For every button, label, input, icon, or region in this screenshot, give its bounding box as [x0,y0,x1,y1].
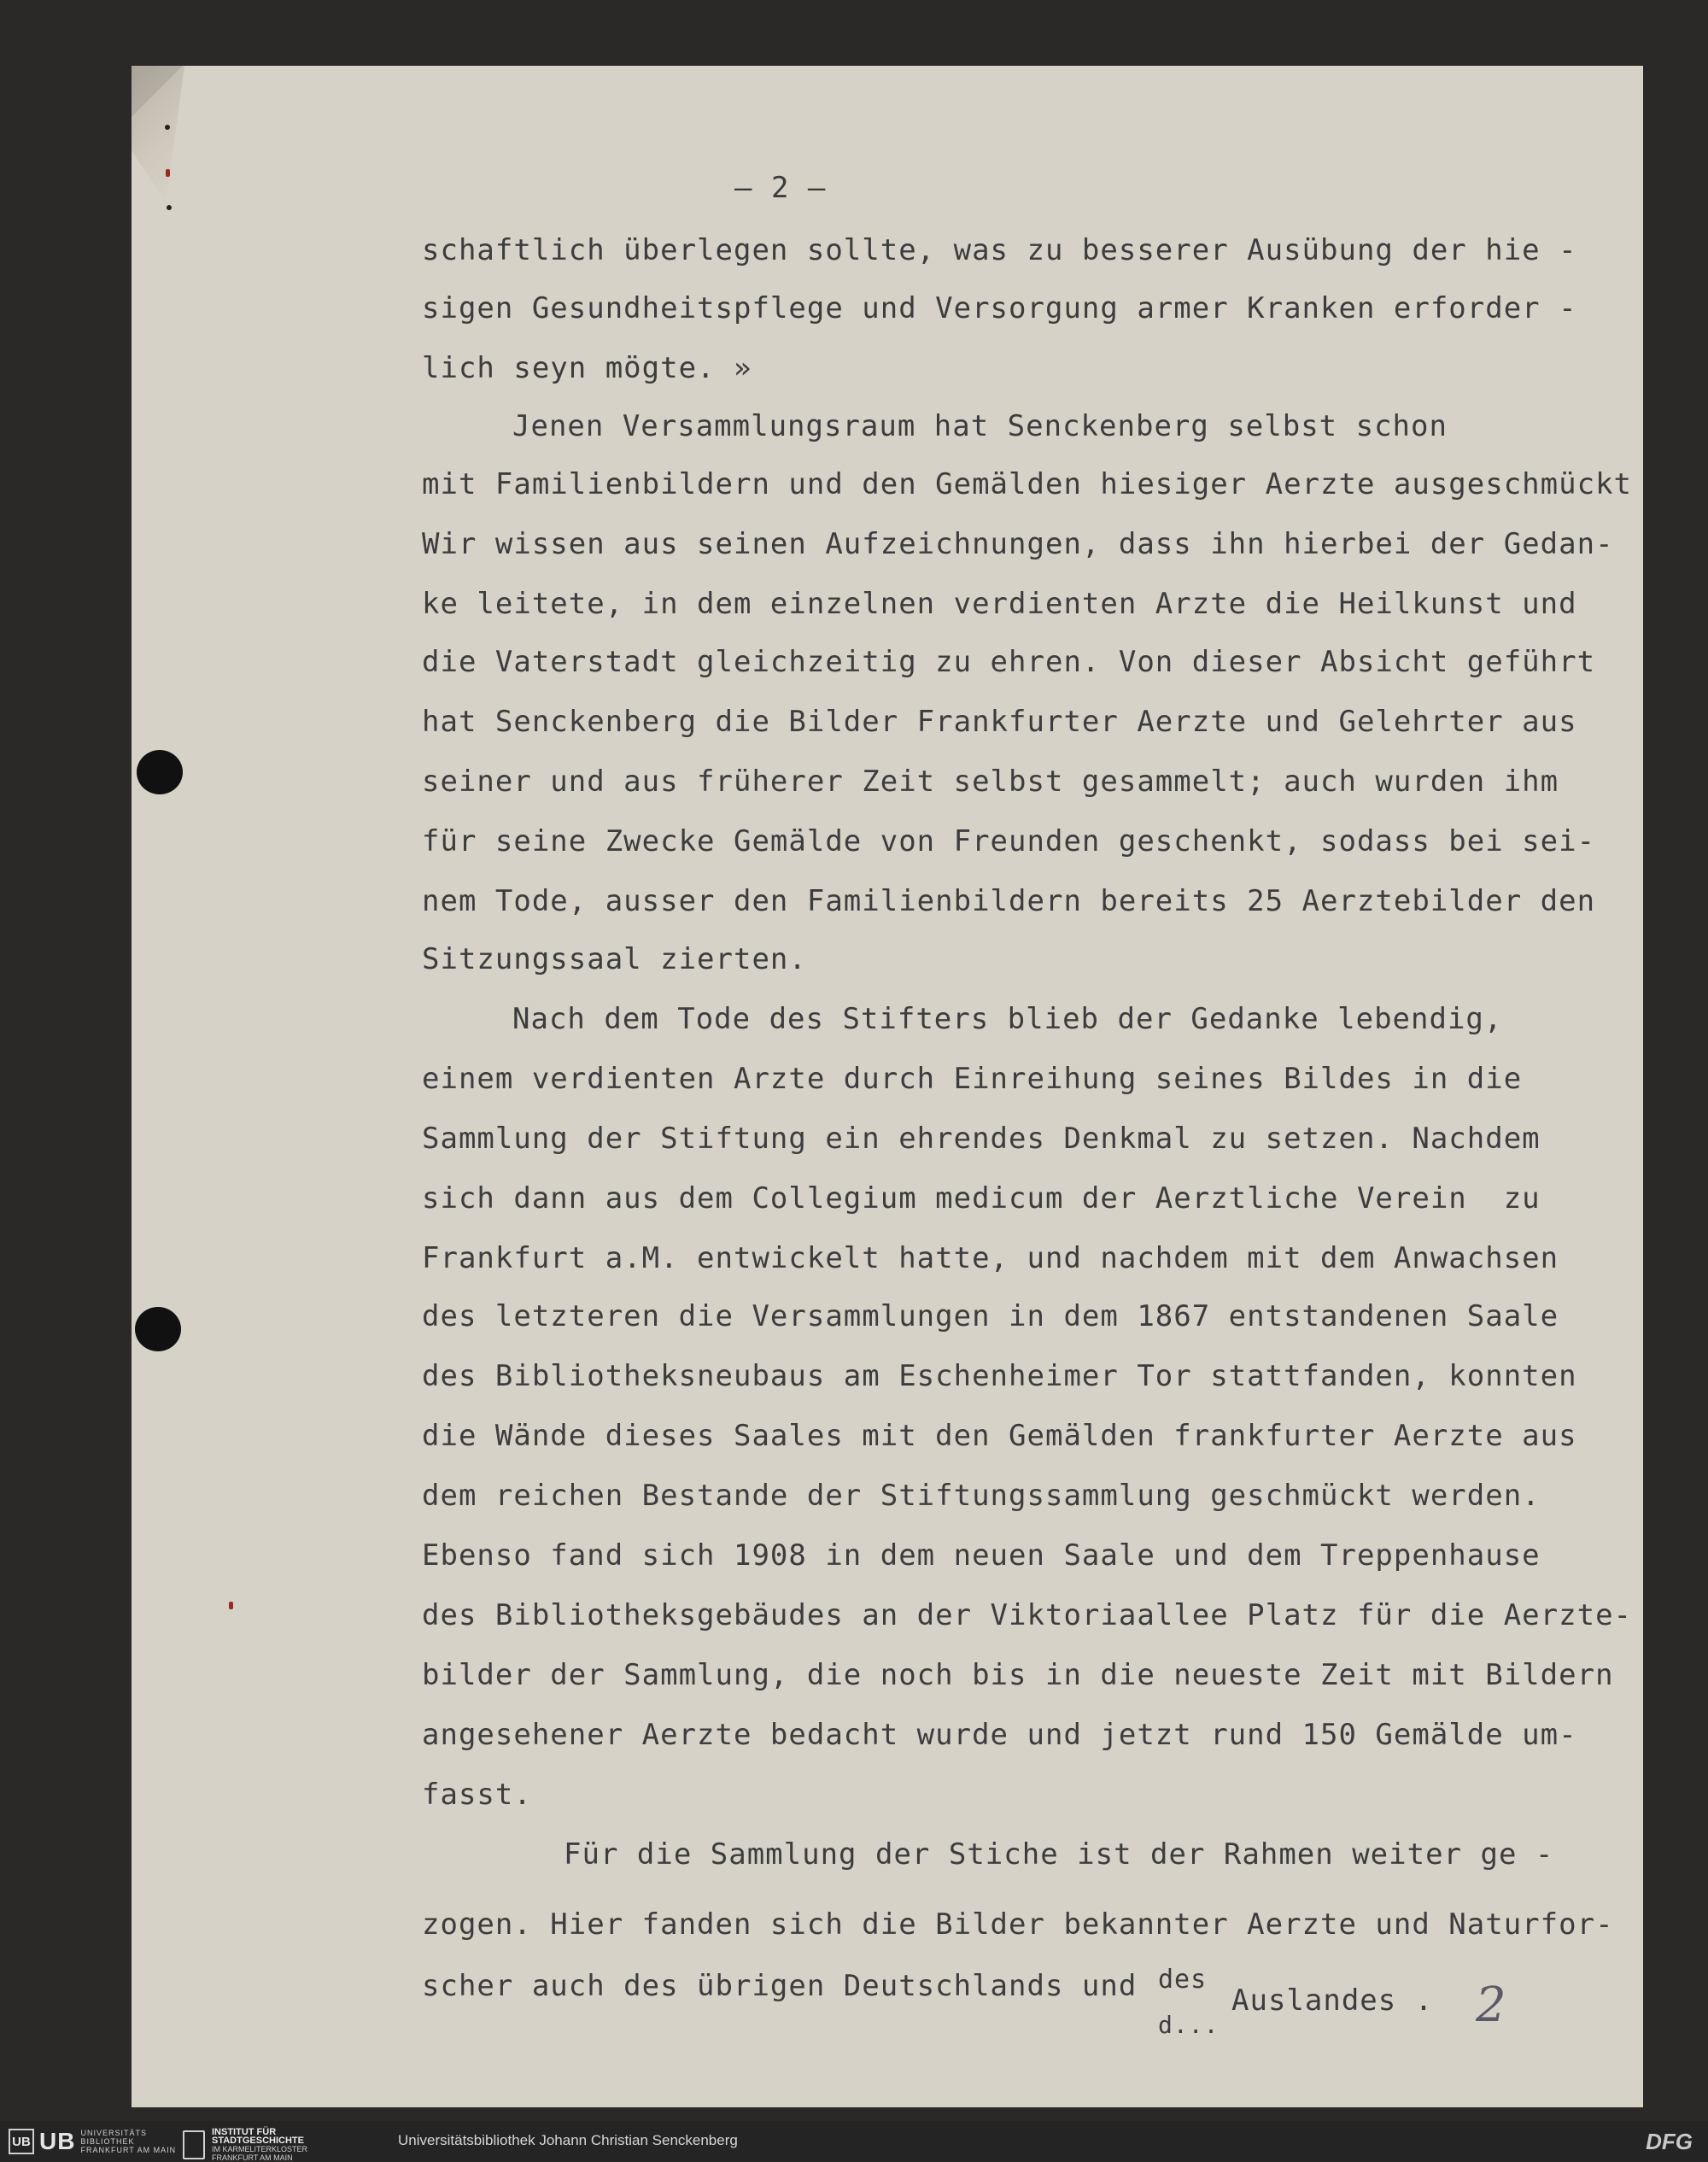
institute-icon [183,2130,205,2159]
punch-hole-lower [135,1307,181,1351]
institute-logo[interactable] [183,2128,307,2162]
ub-logo-subtitle [80,2129,176,2154]
ink-mark [165,125,170,130]
viewer-footer [0,2121,1708,2161]
text-line: nem Tode, ausser den Familienbildern bereits 25 Aerztebilder den [422,884,1596,918]
ub-sub-line: UNIVERSITÄTS [80,2129,147,2137]
ub-sub-line: FRANKFURT AM MAIN [80,2146,177,2154]
text-line: die Wände dieses Saales mit den Gemälden frankfurter Aerzte aus [422,1419,1577,1453]
institute-line: FRANKFURT AM MAIN [212,2153,293,2162]
text-line: seiner und aus früherer Zeit selbst gesammelt; auch wurden ihm [422,765,1559,799]
text-line: Sammlung der Stiftung ein ehrendes Denkmal zu setzen. Nachdem [422,1122,1541,1156]
library-name: Universitätsbibliothek Johann Christian Senckenberg [398,2132,738,2148]
text-line: für seine Zwecke Gemälde von Freunden geschenkt, sodass bei sei- [422,824,1596,858]
text-line: scher auch des übrigen Deutschlands und [422,1969,1138,2003]
text-line: sich dann aus dem Collegium medicum der Aerztliche Verein zu [422,1181,1541,1216]
rust-mark [229,1602,233,1609]
text-line: Jenen Versammlungsraum hat Senckenberg selbst schon [512,409,1448,443]
text-line: bilder der Sammlung, die noch bis in die neueste Zeit mit Bildern [422,1658,1614,1692]
text-line: schaftlich überlegen sollte, was zu besserer Ausübung der hie - [422,233,1577,267]
text-line: ke leitete, in dem einzelnen verdienten Arzte die Heilkunst und [422,587,1577,621]
ub-logo-word: UB [39,2128,76,2154]
text-line: lich seyn mögte. » [422,351,752,385]
institute-line: INSTITUT FÜR [212,2127,277,2137]
institute-text [212,2128,307,2162]
text-line-superscript: des [1158,1965,1208,1995]
text-line: des Bibliotheksgebäudes an der Viktoriaallee Platz für die Aerzte- [422,1598,1633,1632]
text-line: mit Familienbildern und den Gemälden hiesiger Aerzte ausgeschmückt [422,467,1633,501]
text-line: Nach dem Tode des Stifters blieb der Gedanke lebendig, [512,1002,1503,1036]
text-line: des letzteren die Versammlungen in dem 1867 entstandenen Saale [422,1299,1559,1333]
handwritten-page-mark: 2 [1476,1977,1506,2033]
text-line: des Bibliotheksneubaus am Eschenheimer Tor stattfanden, konnten [422,1359,1577,1393]
institute-line: IM KARMELITERKLOSTER [212,2145,308,2153]
text-line: dem reichen Bestande der Stiftungssammlung geschmückt werden. [422,1479,1541,1513]
text-line: Auslandes . [1231,1983,1434,2018]
text-line: angesehener Aerzte bedacht wurde und jetzt rund 150 Gemälde um- [422,1718,1577,1752]
text-line: Sitzungssaal zierten. [422,942,807,976]
text-line: hat Senckenberg die Bilder Frankfurter Aerzte und Gelehrter aus [422,705,1577,739]
text-line: die Vaterstadt gleichzeitig zu ehren. Von dieser Absicht geführt [422,645,1596,679]
page-number: — 2 — [734,171,827,205]
text-line: fasst. [422,1778,532,1812]
ub-logo[interactable] [9,2128,176,2155]
text-line: Frankfurt a.M. entwickelt hatte, und nachdem mit dem Anwachsen [422,1241,1559,1275]
institute-line: STADTGESCHICHTE [212,2136,304,2146]
ink-mark [167,205,172,210]
text-line-cutoff: d... [1158,2011,1220,2039]
text-line: Für die Sammlung der Stiche ist der Rahmen weiter ge - [564,1837,1554,1872]
text-line: Ebenso fand sich 1908 in dem neuen Saale und dem Treppenhause [422,1538,1541,1573]
ub-logo-icon: UB [9,2129,34,2154]
punch-hole-upper [137,750,183,794]
text-line: sigen Gesundheitspflege und Versorgung armer Kranken erforder - [422,291,1577,325]
text-line: Wir wissen aus seinen Aufzeichnungen, dass ihn hierbei der Gedan- [422,527,1614,561]
dfg-logo[interactable]: DFG [1646,2129,1693,2154]
text-line: einem verdienten Arzte durch Einreihung seines Bildes in die [422,1062,1523,1096]
ub-sub-line: BIBLIOTHEK [80,2137,135,2146]
text-line: zogen. Hier fanden sich die Bilder bekannter Aerzte und Naturfor- [422,1907,1614,1942]
rust-mark [166,169,170,177]
